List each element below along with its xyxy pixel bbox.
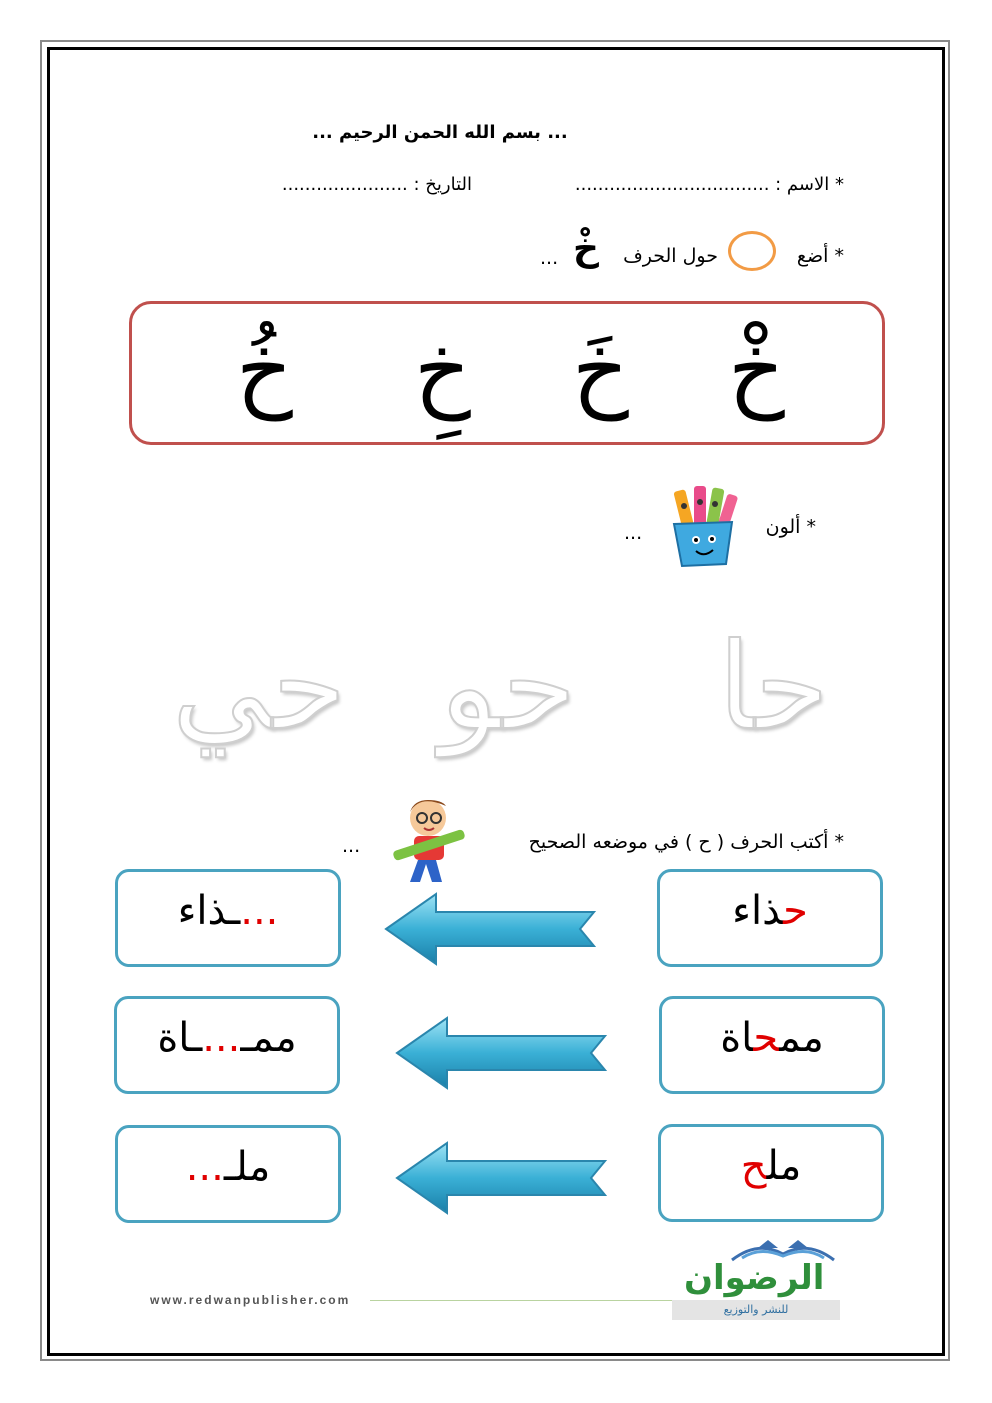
exercise1-instruction-middle: حول الحرف	[623, 245, 718, 267]
name-field-label: * الاسم : ..................................	[574, 174, 844, 195]
exercise1-instruction-prefix: * أضع	[796, 245, 844, 267]
letter-option-sukun[interactable]: خْ	[728, 318, 785, 421]
outline-word-ha-alif[interactable]: حا	[718, 618, 829, 757]
model-word-2: ممحاة	[720, 1015, 824, 1061]
exercise1-instruction-suffix: ...	[540, 247, 559, 269]
circle-icon	[728, 231, 776, 271]
blank-word-1: ...ـذاء	[177, 888, 279, 934]
arrow-left-icon	[395, 1141, 609, 1215]
basmala-heading: ... بسم الله الحمن الرحيم ...	[312, 122, 568, 143]
arrow-left-icon	[395, 1016, 609, 1090]
model-word-box-1	[657, 869, 883, 967]
publisher-logo-name: الرضوان	[684, 1258, 825, 1298]
letter-option-kasra[interactable]: خِ	[414, 318, 471, 421]
blank-word-3: ملـ...	[185, 1144, 271, 1190]
blank-word-box-1[interactable]	[115, 869, 341, 967]
exercise2-instruction: * ألون	[765, 516, 816, 538]
outline-word-ha-waw[interactable]: حو	[440, 618, 577, 757]
letter-option-damma[interactable]: خُ	[236, 318, 293, 421]
model-word-box-3	[658, 1124, 884, 1222]
model-word-3: ملح	[740, 1143, 802, 1189]
arrow-left-icon	[384, 892, 598, 966]
blank-word-box-2[interactable]	[114, 996, 340, 1094]
crayons-cup-icon	[652, 472, 752, 572]
boy-with-pencil-icon	[384, 792, 480, 888]
blank-word-2: ممـ...ـاة	[157, 1015, 297, 1061]
target-letter: خْ	[573, 228, 599, 269]
publisher-url: www.redwanpublisher.com	[150, 1293, 351, 1307]
outline-word-ha-ya[interactable]: حي	[172, 618, 347, 757]
publisher-logo-subtitle: للنشر والتوزيع	[672, 1300, 840, 1320]
model-word-box-2	[659, 996, 885, 1094]
date-field-label: التاريخ : ......................	[281, 174, 472, 195]
letter-option-fatha[interactable]: خَ	[572, 318, 629, 421]
exercise3-suffix: ...	[342, 835, 361, 857]
exercise2-suffix: ...	[624, 522, 643, 544]
model-word-1: حذاء	[732, 888, 808, 934]
blank-word-box-3[interactable]	[115, 1125, 341, 1223]
exercise3-instruction: * أكتب الحرف ( ح ) في موضعه الصحيح	[528, 831, 844, 853]
